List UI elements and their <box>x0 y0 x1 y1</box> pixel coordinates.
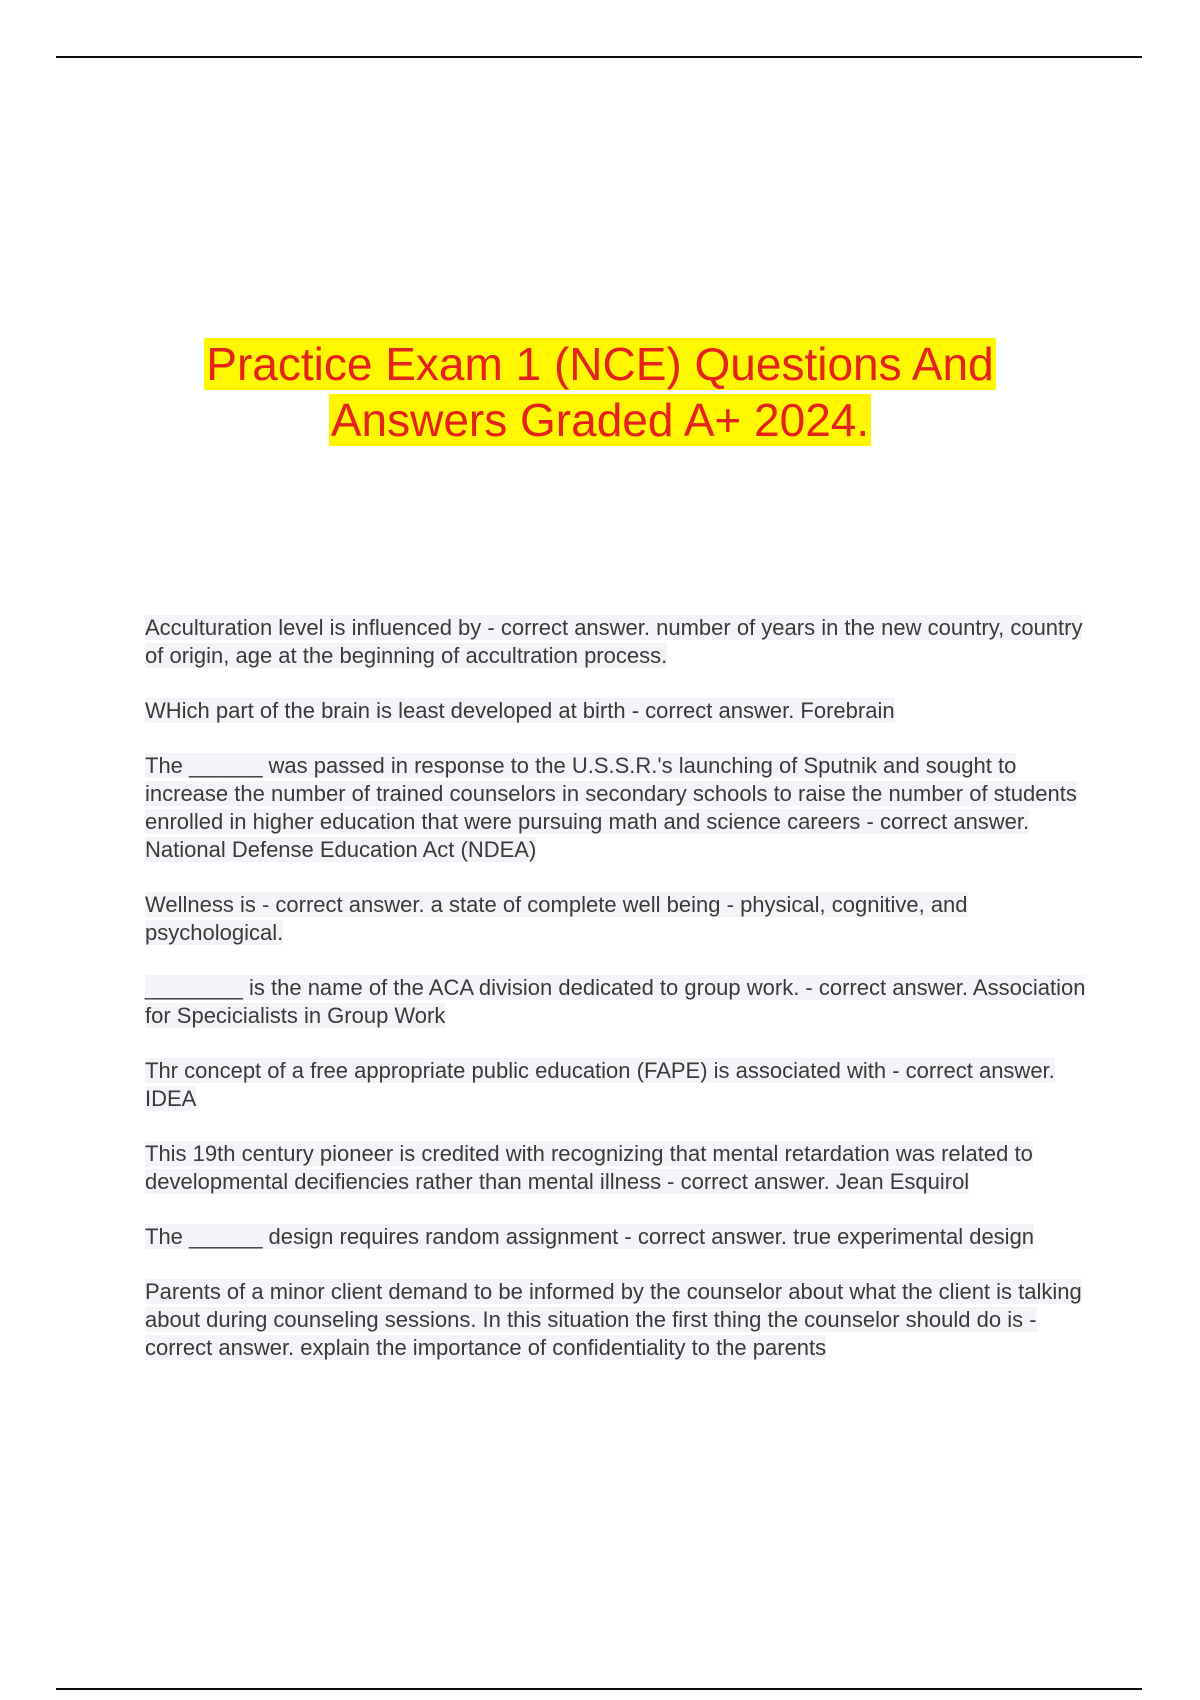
qa-text: Thr concept of a free appropriate public education (FAPE) is associated with - correct answer. IDEA <box>145 1058 1055 1111</box>
qa-text: This 19th century pioneer is credited with recognizing that mental retardation was related to developmental decifiencies rather than mental illness - correct answer. Jean Esquirol <box>145 1141 1033 1194</box>
qa-text: Parents of a minor client demand to be informed by the counselor about what the client is talking about during counseling sessions. In this situation the first thing the counselor should do is - correct answer. explain the importance of confidentiality to the parents <box>145 1279 1082 1360</box>
qa-text: Wellness is - correct answer. a state of complete well being - physical, cognitive, and psychological. <box>145 892 968 945</box>
qa-item <box>145 1223 1095 1251</box>
qa-text: ________ is the name of the ACA division dedicated to group work. - correct answer. Association for Specicialists in Group Work <box>145 975 1086 1028</box>
qa-item <box>145 1278 1095 1362</box>
qa-list <box>145 614 1095 1389</box>
top-rule <box>56 56 1142 58</box>
qa-item <box>145 891 1095 947</box>
title-line-1: Practice Exam 1 (NCE) Questions And <box>206 338 994 390</box>
qa-item <box>145 614 1095 670</box>
qa-text: WHich part of the brain is least developed at birth - correct answer. Forebrain <box>145 698 895 723</box>
document-title <box>120 336 1080 448</box>
title-line-2: Answers Graded A+ 2024. <box>330 394 870 446</box>
qa-item <box>145 1057 1095 1113</box>
qa-item <box>145 752 1095 864</box>
qa-item <box>145 1140 1095 1196</box>
qa-item <box>145 697 1095 725</box>
qa-item <box>145 974 1095 1030</box>
bottom-rule <box>56 1688 1142 1690</box>
qa-text: Acculturation level is influenced by - correct answer. number of years in the new country, country of origin, age at the beginning of accultration process. <box>145 615 1083 668</box>
qa-text: The ______ design requires random assignment - correct answer. true experimental design <box>145 1224 1035 1249</box>
qa-text: The ______ was passed in response to the U.S.S.R.'s launching of Sputnik and sought to increase the number of trained counselors in secondary schools to raise the number of students enrolled in higher education that were pursuing math and science careers - correct answer. National Defense Education Act (NDEA) <box>145 753 1077 862</box>
